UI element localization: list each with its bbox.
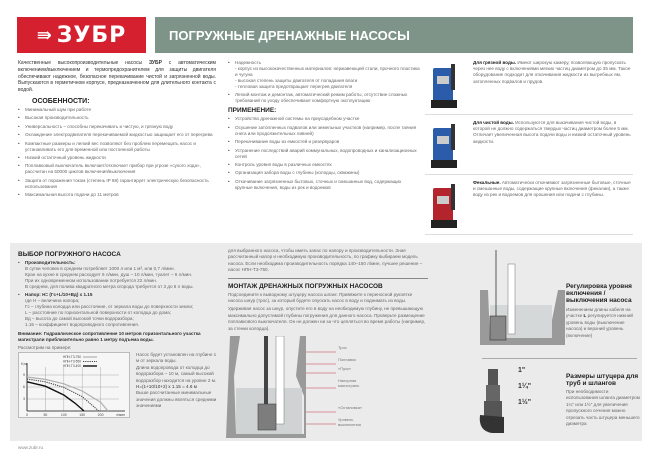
diagram-label: «Пуск» [338, 366, 352, 371]
product-type [425, 60, 633, 115]
well-diagram-illustration [226, 336, 306, 438]
legend-label: НПН-Т3-750 [62, 355, 81, 359]
series-line [27, 377, 108, 411]
head-line: где H – величина напора; [25, 298, 80, 304]
x-tick-label: 50 [43, 413, 48, 417]
pump-image [425, 62, 463, 110]
reliability-line: - тепловая защита предотвращает перегрев двигателя [235, 84, 353, 89]
product-text: Автоматически откачивают загрязненные бытовые, сточные и смешанные воды, содержащие крупные включения (фекалии), а также воду из рек и водоемов для орошения или подачи с глубины. [473, 180, 631, 198]
application-item: • Перекачивание воды из емкостей и резервуаров [228, 139, 420, 145]
perf-title: Производительность: [25, 260, 76, 265]
y-tick-label: 6 [23, 385, 25, 389]
application-list [228, 116, 420, 190]
perf-line: Кран на кухне в среднем расходует 6 л/мин, душ – 10 л/мин, туалет – 6 л/мин. [25, 272, 193, 277]
product-title: Фекальные. [473, 180, 501, 185]
intro-text [18, 60, 216, 94]
diagram-label: Поплавок [338, 357, 356, 362]
title-text: ПОГРУЖНЫЕ ДРЕНАЖНЫЕ НАСОСЫ [169, 27, 410, 43]
mounting-section [228, 248, 428, 332]
product-type [425, 180, 633, 235]
feature-item: • Защита от поражения током (степень IP 68) гарантирует электрическую безопасность использования [18, 178, 216, 190]
mounting-text: Удерживая насос за шнур, опустите его в воду на необходимую глубину, не превышающую максимально допустимой глубины погружения для данного насоса. Проверьте размещение поплавкового выключателя. Он не должен ни за что цепляться во время работы (например, за стенки колодца). [228, 306, 426, 331]
head-line: Вд – высота до самой высокой точки водоразбора; [25, 316, 134, 322]
selection-conclusion: для выбранного насоса, чтобы иметь запас по напору и производительности. Зная рассчитанный напор и необходимую производительность, по графику выбираем модель насоса. Если необходима производительность порядка 140–150 л/мин, лучшее решение – насос НПН-Т3-750. [228, 248, 423, 273]
mounting-text: Подсоедините к выводному штуцеру насоса шланг. Привяжите к переносной рукоятке насоса шнур (трос), за который будете опускать насос в воду и поднимать из воды. [228, 291, 413, 304]
reliability-line: - высокая степень защиты двигателя от попадания влаги [235, 78, 358, 83]
perf-line: В среднем, для полива квадратного метра огорода требуется от 3 до 6 л воды. [25, 284, 194, 289]
page-title [155, 17, 633, 53]
intro-a: Качественные высокопроизводительные насосы [18, 60, 149, 66]
head-line: 1.15 – коэффициент водопроводного сопротивления. [25, 322, 140, 328]
application-item: • Устранение последствий аварий коммунальных, водопроводных и канализационных сетей [228, 148, 420, 160]
product-title: Для грязной воды. [473, 60, 517, 65]
product-text: Имеют широкую камеру, позволяющую пропускать через нее воду с включениями мягких частиц диаметром до 35 мм. Такое оборудование подходит для откачивания жидкости из выгребных ям, затопленных подвалов и прудов. [473, 60, 631, 84]
regulation-text [566, 307, 638, 339]
ease-item: • Легкий монтаж и демонтаж, автоматический режим работы, отсутствие сложных требований по уходу обеспечивают комфортную эксплуатацию [228, 92, 420, 104]
y-axis-label: H,м [21, 362, 27, 366]
intro-brand: ЗУБР [148, 60, 162, 66]
perf-line: В сутки человек в среднем потребляет 1000 л или 1 м³, или 0,7 л/мин. [25, 266, 175, 271]
fittings-heading: Размеры штуцера для труб и шлангов [566, 373, 639, 387]
feature-item: • Максимальная высота подачи до 11 метров [18, 192, 216, 198]
diagram-label: Напорная магистраль [338, 378, 360, 388]
legend-label: НПН-Т3-400 [62, 364, 81, 368]
reliability-line: - корпус из высококачественных материалов: нержавеющей стали, прочного пластика и чугуна [235, 66, 420, 77]
feature-item: • Минимальный шум при работе [18, 107, 216, 113]
diagram-label: Уровень выключения [338, 417, 361, 427]
divider [228, 278, 428, 279]
fitting-illustration [478, 365, 508, 435]
feature-item: • Компактные размеры и легкий вес позволяют без проблем перемещать насос и устанавливать его для временной или постоянной работы [18, 141, 216, 153]
example-label: Рассмотрим на примере: [18, 344, 72, 350]
y-tick-label: 3 [23, 397, 25, 401]
product-text: Используются для выкачивания чистой воды, в которой не должно содержаться твердых частиц диаметром более 5 мм. Отличает увеличенная высота подачи воды и низкий остаточный уровень жидкости. [473, 120, 631, 144]
application-item: • Осушение затопленных подвалов или земельных участков (например, после таяния снега или продолжительных ливней) [228, 125, 420, 137]
x-tick-label: 150 [79, 413, 86, 417]
fitting-size-label: 1" [518, 367, 526, 374]
feature-item: • Низкий остаточный уровень жидкости [18, 155, 216, 161]
intro-column [18, 60, 216, 201]
head-title: Напор: H= (Гс+L/10+Вд) x 1.15 [25, 292, 93, 298]
series-line [27, 382, 84, 411]
level-regulation-illustration [480, 250, 565, 345]
regulation-section [566, 280, 638, 339]
product-type [425, 120, 633, 175]
diagram-label: «Остановка» [338, 405, 363, 410]
head-line: L – расстояние по горизонтальной поверхности от колодца до дома; [25, 310, 172, 316]
application-heading: ПРИМЕНЕНИЕ: [228, 107, 277, 115]
application-item: • Откачивание загрязненных бытовых, сточных и смешанных вод, содержащих крупные включения, воды из рек и водоемов [228, 179, 420, 191]
fitting-size-label: 1½" [518, 399, 532, 406]
pump-image [425, 122, 463, 170]
warning-text: Внимание: Гидравлическое сопротивление 10 метров горизонтального участка магистрали приблизительно равно 1 метру подъема воды. [18, 330, 201, 343]
performance-item [18, 260, 218, 290]
application-item: • Устройство дренажной системы на приусадебном участке [228, 116, 420, 122]
x-axis-label: л/мин [116, 413, 125, 417]
example-text [136, 352, 218, 410]
reg-b: регулируется нижний уровень воды (выключение насоса) и верхний уровень (включение) [566, 313, 633, 338]
arrow-icon: ⇛ [36, 24, 53, 46]
head-item [18, 292, 218, 328]
reliability-item [228, 60, 420, 90]
features-heading: ОСОБЕННОСТИ: [32, 97, 90, 105]
selection-section [18, 248, 218, 421]
pump-image [425, 182, 463, 230]
mounting-heading: МОНТАЖ ДРЕНАЖНЫХ ПОГРУЖНЫХ НАСОСОВ [228, 282, 383, 290]
features-list [18, 107, 216, 198]
feature-item: • Универсальность – способны перекачивать и чистую, и грязную воду [18, 124, 216, 130]
application-item: • Организация забора воды с глубины (колодцы, скважины) [228, 170, 420, 176]
regulation-heading: Регулировка уровня включения / выключения насоса [566, 283, 632, 304]
footer-url[interactable]: www.zubr.ru [18, 445, 44, 450]
selection-heading: ВЫБОР ПОГРУЖНОГО НАСОСА [18, 251, 121, 258]
divider [482, 358, 637, 359]
product-description [473, 180, 633, 199]
logo-text: ЗУБР [56, 22, 127, 48]
application-item: • Контроль уровня воды в различных емкостях [228, 162, 420, 168]
feature-item: • Поплавковый выключатель включает/отключает прибор при угрозе «сухого хода», рассчитан на 50000 циклов включения/выключения [18, 163, 216, 175]
x-tick-label: 200 [97, 413, 104, 417]
brand-logo [17, 17, 146, 53]
reliability-title: Надежность [235, 60, 262, 65]
example-line: Выше рассчитанные минимальные значения должны являться средними значениями [136, 390, 217, 409]
reg-a: Изменением длины кабеля на участке [566, 307, 631, 319]
example-formula: H=(1+10/10+2) x 1.15 = 4.6 м [136, 384, 197, 390]
feature-item: • Охлаждение электродвигателя перекачиваемой жидкостью защищает его от перегрева [18, 132, 216, 138]
diagram-label: Трос [338, 345, 347, 350]
feature-item: • Высокая производительность [18, 115, 216, 121]
product-description [473, 60, 633, 85]
head-line: Гс – глубина колодца или расстояние, от зеркала воды до поверхности земли; [25, 304, 194, 310]
x-tick-label: 100 [60, 413, 67, 417]
legend-label: НПН-Т3-550 [62, 359, 81, 364]
fittings-section [566, 370, 641, 427]
reg-L: L [583, 313, 587, 319]
product-title: Для чистой воды. [473, 120, 514, 125]
pump-performance-chart [18, 352, 130, 418]
middle-column [228, 60, 420, 193]
intro-b: с автоматическим включением/выключением и термопредохранителем для защиты двигателя обеспечивают надежное, безопасное перекачивание чистой и загрязненной воды. Выпускаются в герметичном корпусе, предназначенном для длительного контакта с водой. [18, 60, 216, 94]
example-line: Длина водопровода от колодца до водоразбора – 10 м, самый высокий водоразбор находится на уровне 2 м. [136, 364, 217, 383]
fittings-text: При необходимости использования шланга диаметром 1¼" или 1½" для увеличения пропускного сечения можно отрезать часть штуцера меньшего диаметра [566, 389, 640, 427]
example-line: Насос будет установлен на глубине 1 м от зеркала воды. [136, 352, 217, 364]
y-tick-label: 9 [23, 373, 25, 377]
perf-line: При их одновременном использовании потребуется 22 л/мин. [25, 278, 158, 283]
x-tick-label: 0 [26, 413, 28, 417]
fitting-size-label: 1¼" [518, 383, 532, 390]
product-description [473, 120, 633, 145]
